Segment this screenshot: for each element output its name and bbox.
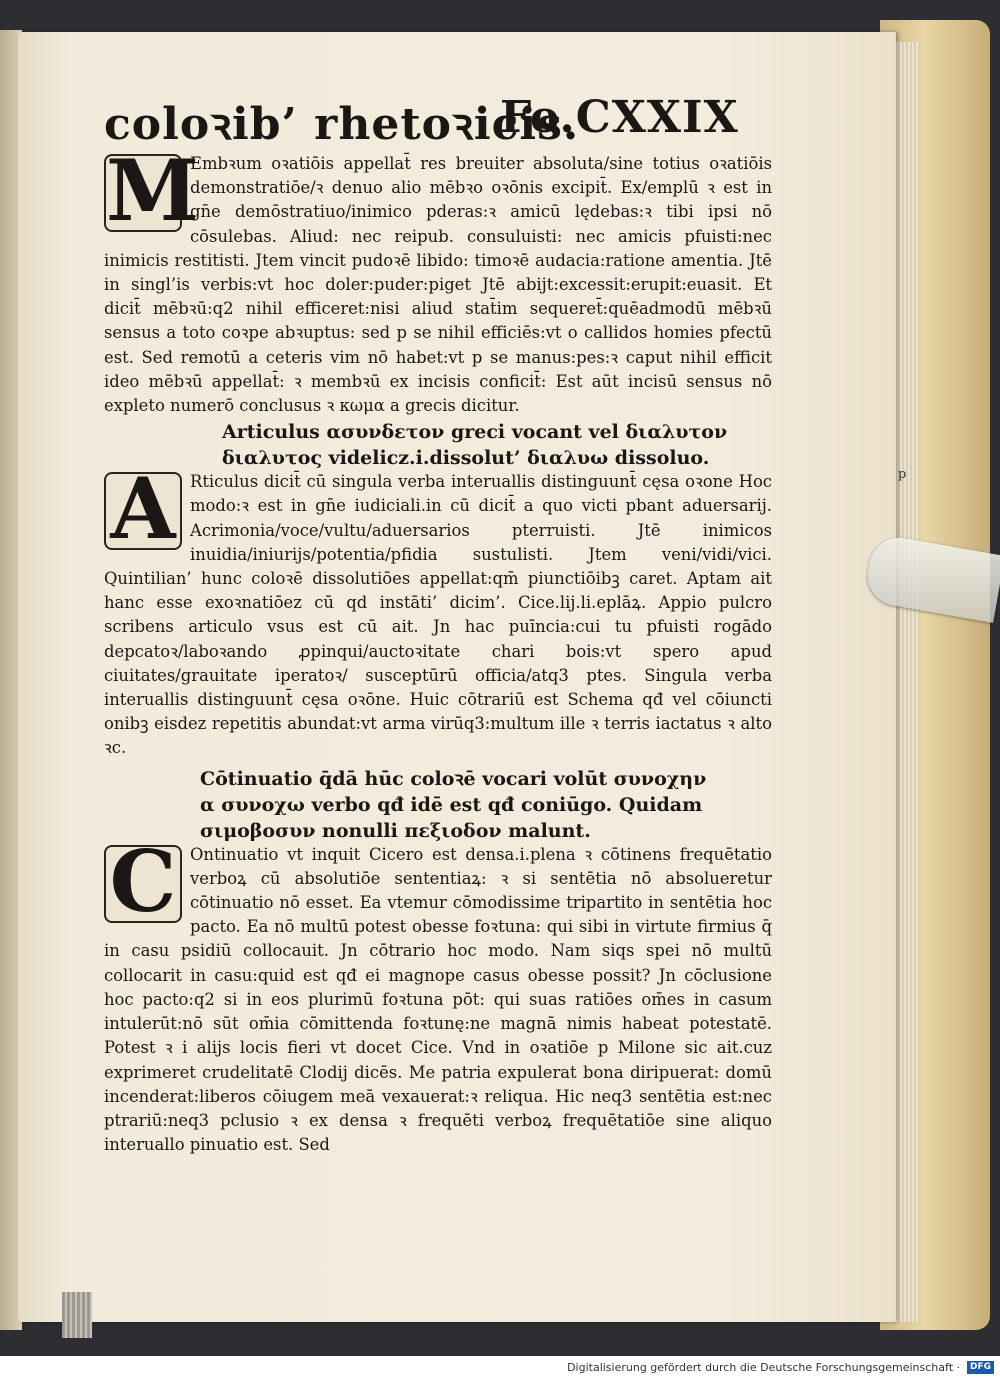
- funding-credit: Digitalisierung gefördert durch die Deutsche Forschungsgemeinschaft ·: [567, 1361, 960, 1374]
- paragraph-articulus-text: Rticulus dicit̄ cū singula verba interuallis distinguunt̄ cęsa oꝛone Hoc modo:ꝛ est in gn̄e iudiciali.in cū dicit̄ a quo victi pbant aduersarij. Acrimonia/voce/vultu/aduersarios pterruisti. Jtē inimicos inuidia/iniurijs/potentia/pfidia sustulisti. Jtem veni/vidi/vici. Quintilian’ hunc coloꝛē dissolutiōes appellat:qm̄ piunctiōibꝫ caret. Aptam ait hanc esse exoꝛnatiōez cū qd instāti’ dicim’. Cice.lij.li.eplāꝝ. Appio pulcro scribens articulo vsus est cū ait. Jn hac puīncia:cui tu pfuisti rogādo depcatoꝛ/laboꝛando ꝓpinqui/auctoꝛitate chari bois:vt spero apud ciuitates/grauitate iperatoꝛ/ susceptūrū officia/atq3 ptes. Singula verba interuallis distinguunt̄ cęsa oꝛōne. Huic cōtrariū est Schema qđ vel cōiuncti onibꝫ eisdez repetitis abundat:vt arma virūq3:multum ille ꝛ terris iactatus ꝛ alto ꝛc.: [104, 472, 772, 758]
- folio-number: Fo.CXXIX: [500, 92, 739, 143]
- marginal-note: p: [898, 467, 907, 482]
- dfg-logo: DFG: [967, 1361, 994, 1374]
- paragraph-membrum-text: Embꝛum oꝛatiōis appellat̄ res breuiter absoluta/sine totius oꝛatiōis demonstratiōe/ꝛ denuo alio mēbꝛo oꝛōnis excipit̄. Ex/emplū ꝛ est in gn̄e demōstratiuo/inimico pderas:ꝛ amicū lędebas:ꝛ tibi ipsi nō cōsulebas. Aliud: nec reipub. consuluisti: nec amicis pfuisti:nec inimicis restitisti. Jtem vincit pudoꝛē libido: timoꝛē audacia:ratione amentia. Jtē in singl’is verbis:vt hoc doler:puder:piget Jtē abijt:excessit:erupit:euasit. Et dicit̄ mēbꝛū:q2 nihil efficeret:nisi aliud stat̄im sequeret̄:quēadmodū mēbꝛū sensus a toto coꝛpe abꝛuptus: sed p se nihil efficiēs:vt o callidos homies pfectū est. Sed remotū a ceteris vim nō habet:vt p se manus:pes:ꝛ caput nihil efficit ideo mēbꝛū appellat̄: ꝛ membꝛū ex incisis conficit̄: Est aūt incisū sensus nō expleto numerō conclusus ꝛ κωμα a grecis dicitur.: [104, 154, 772, 416]
- binding-thread: [62, 1292, 92, 1338]
- section-heading-continuatio-line3: σιμοβοσυν nonulli πεξιοδον malunt.: [200, 819, 591, 842]
- section-heading-continuatio-line2: α συνοχω verbo qđ idē est qđ coniūgo. Quidam: [200, 793, 703, 816]
- section-heading-articulus-line2: διαλυτος videlicz.i.dissolut’ διαλυω dissoluo.: [222, 447, 710, 470]
- decorated-initial-c: C: [104, 845, 182, 923]
- section-heading-articulus-line1: Articulus ασυνδετον greci vocant vel διαλυτον: [222, 421, 728, 444]
- paragraph-continuatio-text: Ontinuatio vt inquit Cicero est densa.i.plena ꝛ cōtinens frequētatio verboꝝ cū absolutiōe sententiaꝝ: ꝛ si sentētia nō absolueretur cōtinuatio nō esset. Ea vtemur cōmodissime tripartito in sentētia hoc pacto. Ea nō multū potest obesse foꝛtuna: qui sibi in virtute firmius q̄ in casu psidiū collocauit. Jn cōtrario hoc modo. Nam siqs spei nō multū collocarit in casu:quid est qđ ei magnope casus obesse possit? Jn cōclusione hoc pacto:q2 si in eos plurimū foꝛtuna pōt: qui suas ratiōes om̄es in casum intulerūt:nō sūt om̄ia cōmittenda foꝛtunę:ne magnā nimis habeat potestatē. Potest ꝛ i alijs locis fieri vt docet Cice. Vnd in oꝛatiōe p Milone sic ait.cuz exprimeret crudelitatē Clodij dicēs. Me patria expulerat bona diripuerat: domū incenderat:liberos cōiugem meā vexauerat:ꝛ reliqua. Hic neq3 sentētia est:nec ptrariū:neq3 pclusio ꝛ ex densa ꝛ frequēti verboꝝ frequētatiōe sine aliquo interuallo pinuatio est. Sed: [104, 844, 772, 1155]
- paragraph-articulus: [104, 459, 772, 760]
- running-title: coloꝛib’ rhetoꝛicis.: [104, 99, 580, 150]
- footer-bar: [0, 1356, 1000, 1379]
- book-page: [18, 32, 896, 1322]
- decorated-initial-a: A: [104, 472, 182, 550]
- paragraph-membrum: [104, 141, 772, 418]
- section-heading-continuatio-line1: Cōtinuatio q̄dā hūc coloꝛē vocari volūt συνοχην: [200, 767, 707, 790]
- text-block: [104, 92, 772, 1157]
- paragraph-continuatio: [104, 831, 772, 1158]
- decorated-initial-m: M: [106, 141, 199, 240]
- page-headline: [104, 92, 772, 152]
